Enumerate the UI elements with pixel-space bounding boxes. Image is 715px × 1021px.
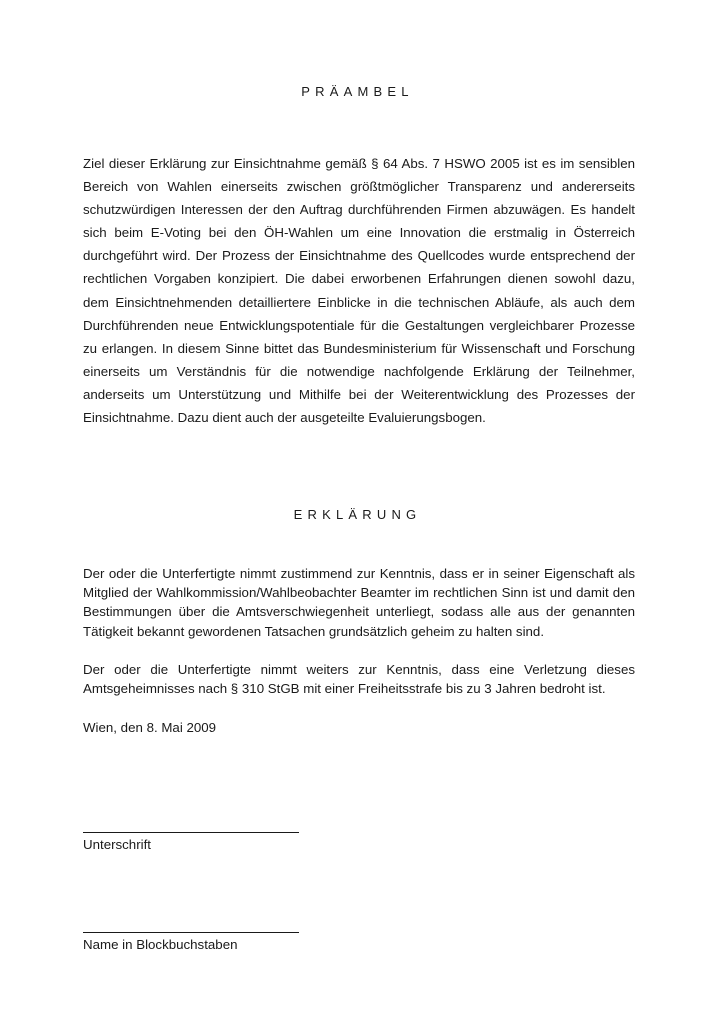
declaration-paragraph-confidentiality: Der oder die Unterfertigte nimmt zustimmend zur Kenntnis, dass er in seiner Eigenschaft als Mitglied der Wahlkommission/Wahlbeobachter Beamter im rechtlichen Sinn ist und damit den Bestimmungen über die Amtsverschwiegenheit unterliegt, sodass alle aus der genannten Tätigkeit bekannt gewordenen Tatsachen grundsätzlich geheim zu halten sind. (83, 566, 635, 639)
block-letters-name-field[interactable] (83, 932, 299, 953)
signature-label: Unterschrift (83, 837, 151, 852)
place-and-date: Wien, den 8. Mai 2009 (83, 720, 217, 735)
signature-field[interactable] (83, 832, 299, 853)
declaration-paragraph-penalty: Der oder die Unterfertigte nimmt weiters zur Kenntnis, dass eine Verletzung dieses Amtsgeheimnisses nach § 310 StGB mit einer Freiheitsstrafe bis zu 3 Jahren bedroht ist. (83, 662, 635, 697)
name-label: Name in Blockbuchstaben (83, 937, 238, 952)
preamble-heading: PRÄAMBEL (301, 84, 414, 99)
signature-line[interactable] (83, 832, 299, 833)
name-line[interactable] (83, 932, 299, 933)
preamble-paragraph: Ziel dieser Erklärung zur Einsichtnahme gemäß § 64 Abs. 7 HSWO 2005 ist es im sensiblen Bereich von Wahlen einerseits zwischen größtmöglicher Transparenz und andererseits schutzwürdigen Interessen der den Auftrag durchführenden Firmen abzuwägen. Es handelt sich beim E-Voting bei den ÖH-Wahlen um eine Innovation die erstmalig in Österreich durchgeführt wird. Der Prozess der Einsichtnahme des Quellcodes wurde entsprechend der rechtlichen Vorgaben konzipiert. Die dabei erworbenen Erfahrungen dienen sowohl dazu, dem Einsichtnehmenden detailliertere Einblicke in die technischen Abläufe, als auch dem Durchführenden neue Entwicklungspotentiale für die Gestaltungen vergleichbarer Prozesse zu erlangen. In diesem Sinne bittet das Bundesministerium für Wissenschaft und Forschung einerseits um Verständnis für die notwendige nachfolgende Erklärung der Teilnehmer, anderseits um Unterstützung und Mithilfe bei der Weiterentwicklung des Prozesses der Einsichtnahme. Dazu dient auch der ausgeteilte Evaluierungsbogen. (83, 156, 635, 426)
declaration-heading: ERKLÄRUNG (293, 507, 422, 522)
